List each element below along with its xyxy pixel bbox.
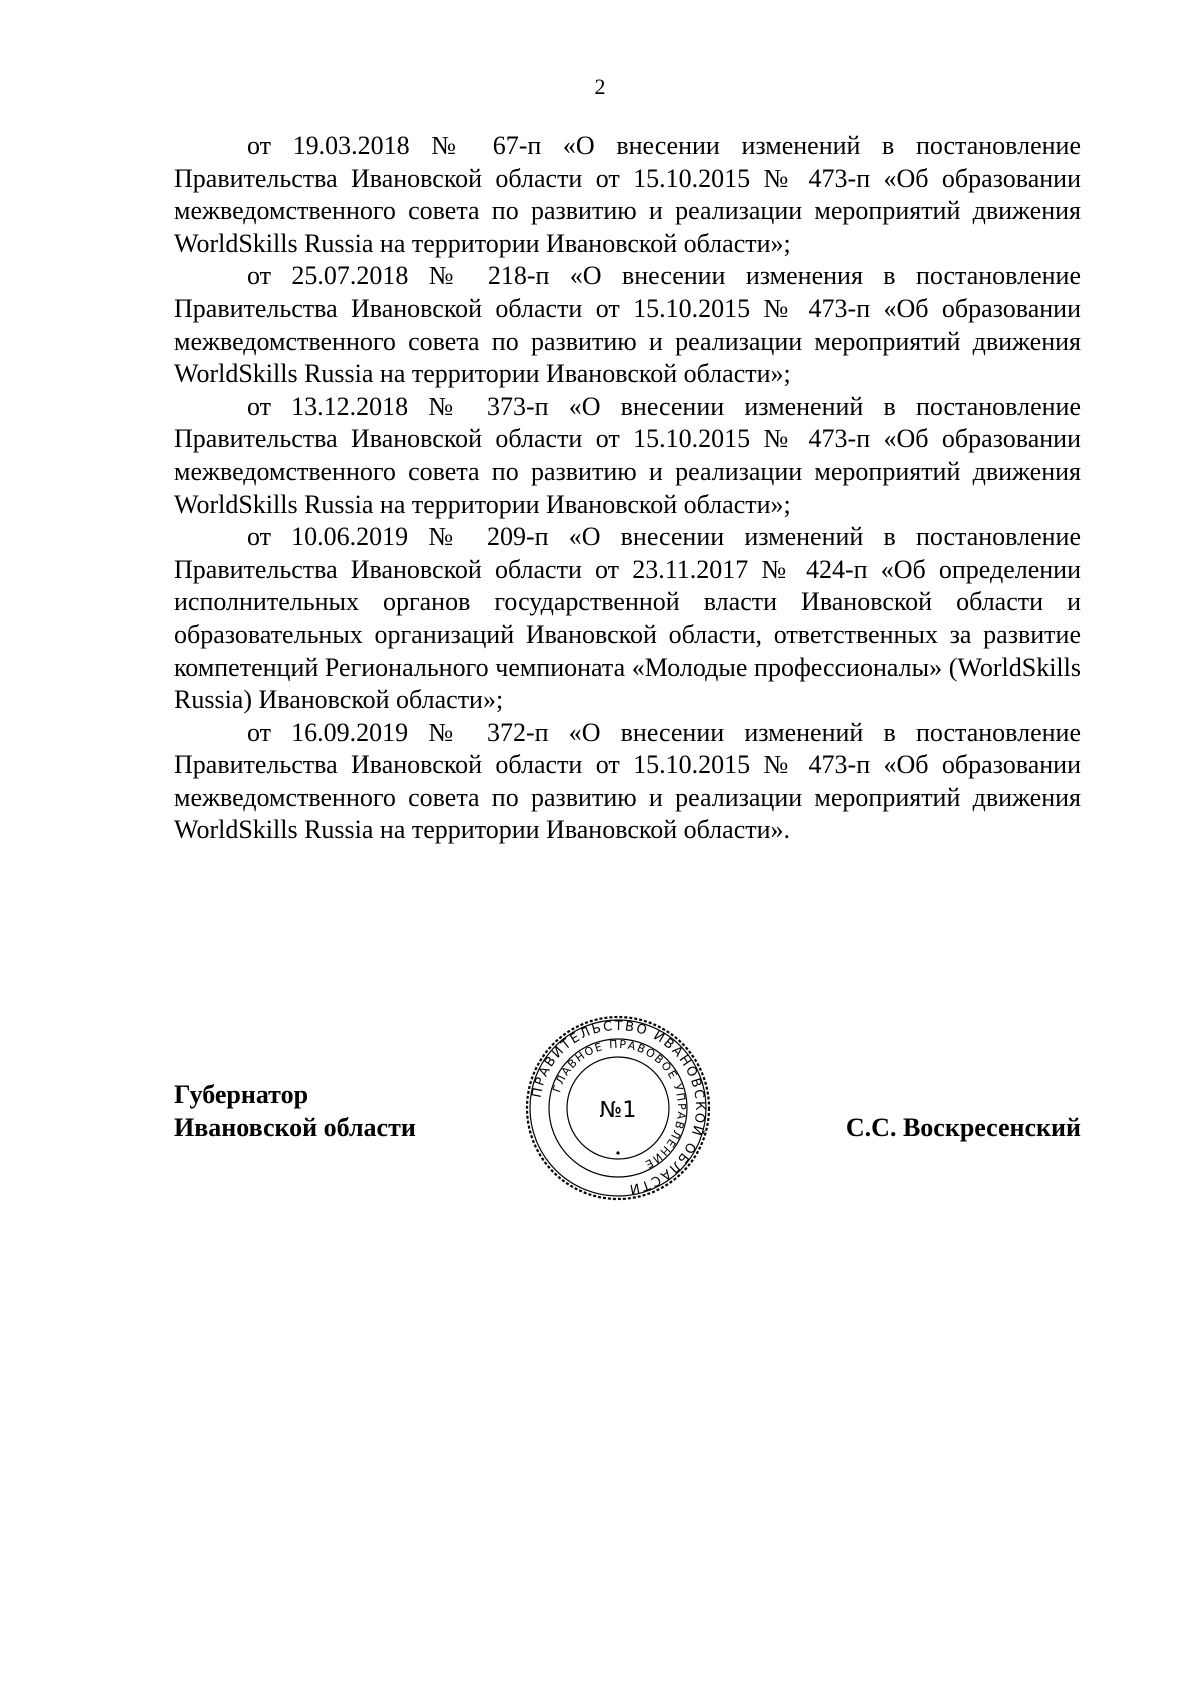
signatory-name: С.С. Воскресенский [845,1113,1081,1142]
seal-icon [523,1013,713,1203]
position-line-1: Губернатор [174,1080,309,1109]
signatory-position [174,1078,416,1144]
position-line-2: Ивановской области [174,1113,416,1142]
list-item: от 25.07.2018 № 218-п «О внесении изменения в постановление Правительства Ивановской области от 15.10.2015 № 473-п «Об образовании межведомственного совета по развитию и реализации мероприятий движения WorldSkills Russia на территории Ивановской области»; [174,261,1081,389]
list-item: от 19.03.2018 № 67-п «О внесении изменений в постановление Правительства Ивановской области от 15.10.2015 № 473-п «Об образовании межведомственного совета по развитию и реализации мероприятий движения WorldSkills Russia на территории Ивановской области»; [174,131,1081,258]
official-seal [523,1013,713,1203]
document-body [174,130,1081,847]
page-number: 2 [594,74,606,99]
seal-inner-text: ГЛАВНОЕ ПРАВОВОЕ УПРАВЛЕНИЕ [550,1037,689,1172]
seal-center-text: №1 [599,1098,637,1123]
list-item: от 16.09.2019 № 372-п «О внесении изменений в постановление Правительства Ивановской области от 15.10.2015 № 473-п «Об образовании межведомственного совета по развитию и реализации мероприятий движения WorldSkills Russia на территории Ивановской области». [174,717,1081,845]
seal-outer-text: ПРАВИТЕЛЬСТВО ИВАНОВСКОЙ ОБЛАСТИ [529,1018,708,1197]
list-item: от 10.06.2019 № 209-п «О внесении изменений в постановление Правительства Ивановской области от 23.11.2017 № 424-п «Об определении исполнительных органов государственной власти Ивановской области и образовательных организаций Ивановской области, ответственных за развитие компетенций Регионального чемпионата «Молодые профессионалы» (WorldSkills Russia) Ивановской области»; [174,522,1081,715]
list-item: от 13.12.2018 № 373-п «О внесении изменений в постановление Правительства Ивановской области от 15.10.2015 № 473-п «Об образовании межведомственного совета по развитию и реализации мероприятий движения WorldSkills Russia на территории Ивановской области»; [174,391,1081,519]
